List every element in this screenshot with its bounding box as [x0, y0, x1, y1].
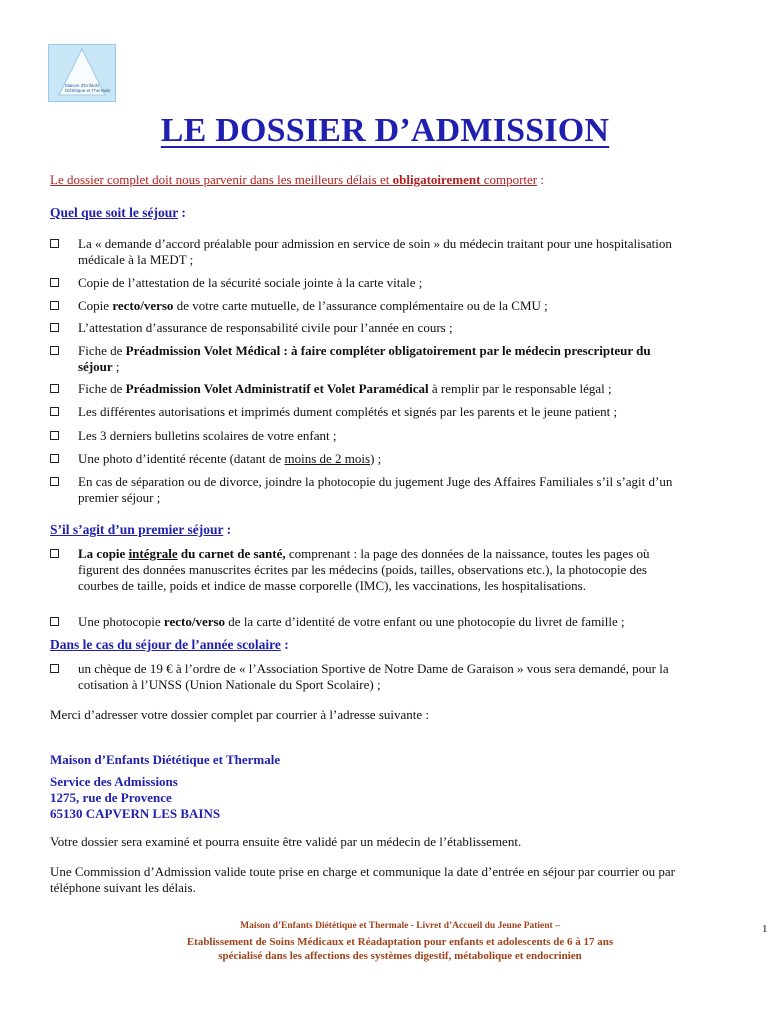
organization-logo: [48, 44, 116, 102]
intro-text: Le dossier complet doit nous parvenir dans les meilleurs délais et obligatoirement comporter :: [50, 172, 545, 187]
checkbox-icon: [50, 384, 59, 393]
footer-line-3: spécialisé dans les affections des systèmes digestif, métabolique et endocrinien: [218, 950, 582, 962]
checkbox-icon: [50, 549, 59, 558]
footer-block: [0, 935, 770, 963]
checkbox-icon: [50, 239, 59, 248]
section-heading-any-stay: Quel que soit le séjour :: [50, 205, 186, 220]
section-heading-first-stay: S’il s’agit d’un premier séjour :: [50, 522, 232, 537]
logo-text: Maison d'Enfants Diététique et Thermale: [65, 83, 111, 93]
closing-text: Merci d’adresser votre dossier complet par courrier à l’adresse suivante :: [50, 707, 430, 722]
checkbox-icon: [50, 664, 59, 673]
address-city: 65130 CAPVERN LES BAINS: [50, 806, 221, 821]
address-org: Maison d’Enfants Diététique et Thermale: [50, 752, 281, 767]
footer-line-2: Etablissement de Soins Médicaux et Réadaptation pour enfants et adolescents de 6 à 17 ans: [186, 936, 614, 948]
page-number: 1: [762, 923, 768, 935]
section-heading-school-year: Dans le cas du séjour de l’année scolaire :: [50, 637, 289, 652]
checkbox-icon: [50, 407, 59, 416]
checkbox-icon: [50, 301, 59, 310]
checkbox-icon: [50, 346, 59, 355]
checkbox-icon: [50, 477, 59, 486]
checkbox-icon: [50, 617, 59, 626]
checkbox-icon: [50, 454, 59, 463]
address-service: Service des Admissions: [50, 774, 178, 789]
address-street: 1275, rue de Provence: [50, 790, 172, 805]
page-title: LE DOSSIER D’ADMISSION: [160, 112, 610, 149]
validation-note: Votre dossier sera examiné et pourra ensuite être validé par un médecin de l’établissement.: [50, 834, 522, 849]
checkbox-icon: [50, 431, 59, 440]
commission-note: Une Commission d’Admission valide toute prise en charge et communique la date d’entrée en séjour par courrier ou par téléphone suivant les délais.: [50, 864, 676, 895]
checkbox-icon: [50, 278, 59, 287]
checkbox-icon: [50, 323, 59, 332]
footer-line-1: Maison d’Enfants Diététique et Thermale - Livret d’Accueil du Jeune Patient –: [240, 921, 560, 931]
